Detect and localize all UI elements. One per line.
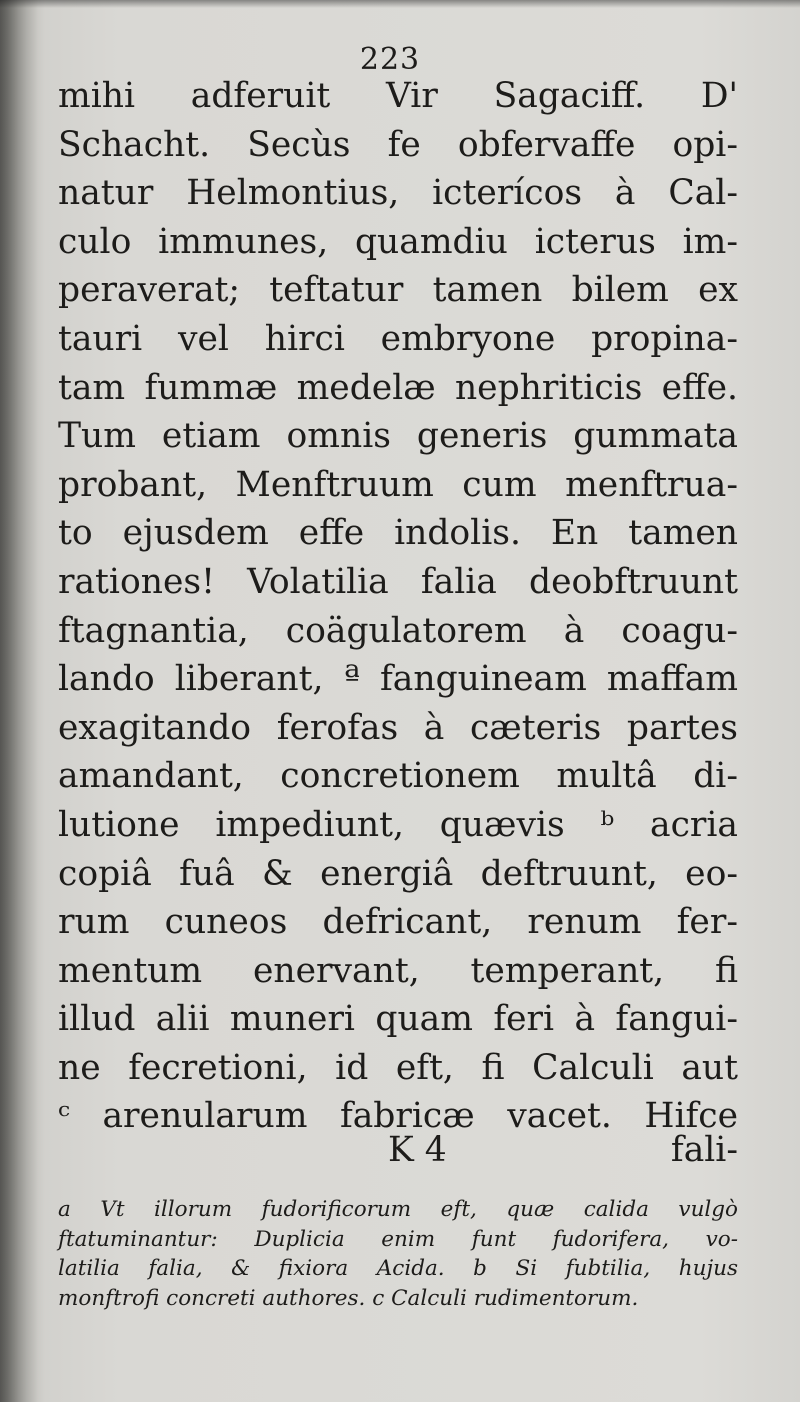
body-line: ftagnantia, coägulatorem à coagu- bbox=[58, 610, 738, 651]
body-line: ᶜ arenularum fabricæ vacet. Hifce bbox=[58, 1096, 738, 1137]
body-line: natur Helmontius, icterícos à Cal- bbox=[58, 173, 738, 214]
footnote-line: ftatuminantur: Duplicia enim funt fudorifera, vo- bbox=[58, 1226, 738, 1252]
body-line: lutione impediunt, quævis ᵇ acria bbox=[58, 804, 738, 845]
body-text bbox=[58, 72, 738, 1141]
body-line: lando liberant, ª fanguineam maffam bbox=[58, 659, 738, 700]
body-line: to ejusdem effe indolis. En tamen bbox=[58, 513, 738, 554]
body-line: Schacht. Secùs fe obfervaffe opi- bbox=[58, 124, 738, 165]
catchword: fali- bbox=[670, 1130, 738, 1170]
body-line: copiâ fuâ & energiâ deftruunt, eo- bbox=[58, 853, 738, 894]
body-line: rationes! Volatilia falia deobftruunt bbox=[58, 561, 738, 602]
body-line: tauri vel hirci embryone propina- bbox=[58, 318, 738, 359]
body-line: illud alii muneri quam feri à fangui- bbox=[58, 999, 738, 1040]
footnotes bbox=[58, 1195, 738, 1313]
body-line: Tum etiam omnis generis gummata bbox=[58, 416, 738, 457]
body-line: amandant, concretionem multâ di- bbox=[58, 756, 738, 797]
body-line: tam fummæ medelæ nephriticis effe. bbox=[58, 367, 738, 408]
body-line: exagitando ferofas à cæteris partes bbox=[58, 707, 738, 748]
body-line: mihi adferuit Vir Sagaciff. D' bbox=[58, 76, 738, 116]
body-line: rum cuneos defricant, renum fer- bbox=[58, 902, 738, 943]
footnote-line: latilia falia, & fixiora Acida. b Si fubtilia, hujus bbox=[58, 1256, 738, 1281]
page-number: 223 bbox=[359, 42, 421, 77]
body-line: probant, Menftruum cum menftrua- bbox=[58, 464, 738, 505]
footnote-line: a Vt illorum fudorificorum eft, quæ calida vulgò bbox=[58, 1197, 738, 1222]
signature-row bbox=[58, 1130, 738, 1178]
binding-gutter-shadow bbox=[0, 0, 38, 1402]
signature-mark: K 4 bbox=[388, 1130, 447, 1170]
body-line: mentum enervant, temperant, fi bbox=[58, 950, 738, 991]
footnote-line: monftrofi concreti authores. c Calculi rudimentorum. bbox=[58, 1285, 639, 1311]
body-line: culo immunes, quamdiu icterus im- bbox=[58, 221, 738, 262]
body-line: peraverat; teftatur tamen bilem ex bbox=[58, 270, 738, 311]
body-line: ne fecretioni, id eft, fi Calculi aut bbox=[58, 1047, 738, 1088]
page-top-edge bbox=[0, 0, 800, 8]
